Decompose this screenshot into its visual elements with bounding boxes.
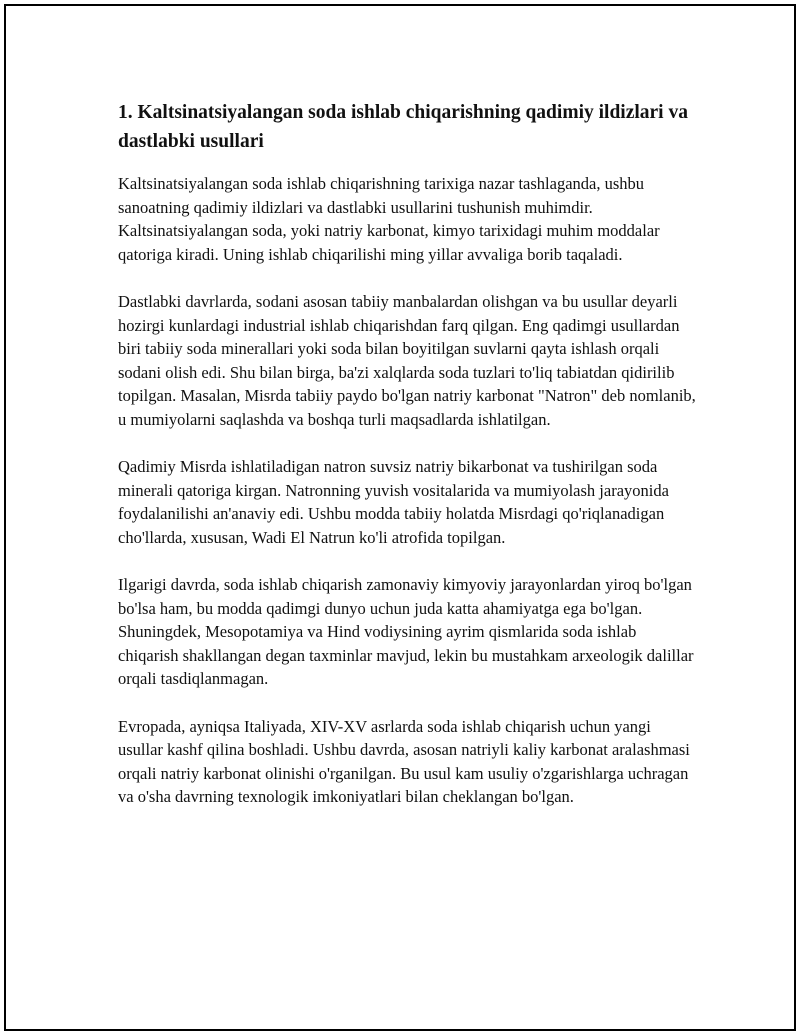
paragraph-5: Evropada, ayniqsa Italiyada, XIV-XV asrlarda soda ishlab chiqarish uchun yangi usullar kashf qilina boshladi. Ushbu davrda, asosan natriyli kaliy karbonat aralashmasi orqali natriy karbonat olinishi o'rganilgan. Bu usul kam usuliy o'zgarishlarga uchragan va o'sha davrning texnologik imkoniyatlari bilan cheklangan bo'lgan. bbox=[118, 716, 690, 807]
document-body bbox=[118, 98, 698, 809]
paragraph-1: Kaltsinatsiyalangan soda ishlab chiqarishning tarixiga nazar tashlaganda, ushbu sanoatning qadimiy ildizlari va dastlabki usullarini tushunish muhimdir. Kaltsinatsiyalangan soda, yoki natriy karbonat, kimyo tarixidagi muhim moddalar qatoriga kiradi. Uning ishlab chiqarilishi ming yillar avvaliga borib taqaladi. bbox=[118, 174, 660, 264]
page-frame bbox=[4, 4, 796, 1031]
paragraph-4: Ilgarigi davrda, soda ishlab chiqarish zamonaviy kimyoviy jarayonlardan yiroq bo'lgan bo'lsa ham, bu modda qadimgi dunyo uchun juda katta ahamiyatga ega bo'lgan. Shuningdek, Mesopotamiya va Hind vodiysining ayrim qismlarida soda ishlab chiqarish shakllangan degan taxminlar mavjud, lekin bu mustahkam arxeologik dalillar orqali tasdiqlanmagan. bbox=[118, 575, 694, 689]
paragraph-3: Qadimiy Misrda ishlatiladigan natron suvsiz natriy bikarbonat va tushirilgan soda minerali qatoriga kirgan. Natronning yuvish vositalarida va mumiyolash jarayonida foydalanilishi an'anaviy edi. Ushbu modda tabiiy holatda Misrdagi qo'riqlanadigan cho'llarda, xususan, Wadi El Natrun ko'li atrofida topilgan. bbox=[118, 457, 669, 547]
section-heading: 1. Kaltsinatsiyalangan soda ishlab chiqarishning qadimiy ildizlari va dastlabki usullari bbox=[118, 102, 688, 152]
paragraph-2: Dastlabki davrlarda, sodani asosan tabiiy manbalardan olishgan va bu usullar deyarli hozirgi kunlardagi industrial ishlab chiqarishdan farq qilgan. Eng qadimgi usullardan biri tabiiy soda minerallari yoki soda bilan boyitilgan suvlarni qayta ishlash orqali sodani olish edi. Shu bilan birga, ba'zi xalqlarda soda tuzlari to'liq tabiatdan qidirilib topilgan. Masalan, Misrda tabiiy paydo bo'lgan natriy karbonat "Natron" deb nomlanib, u mumiyolarni saqlashda va boshqa turli maqsadlarda ishlatilgan. bbox=[118, 291, 696, 429]
